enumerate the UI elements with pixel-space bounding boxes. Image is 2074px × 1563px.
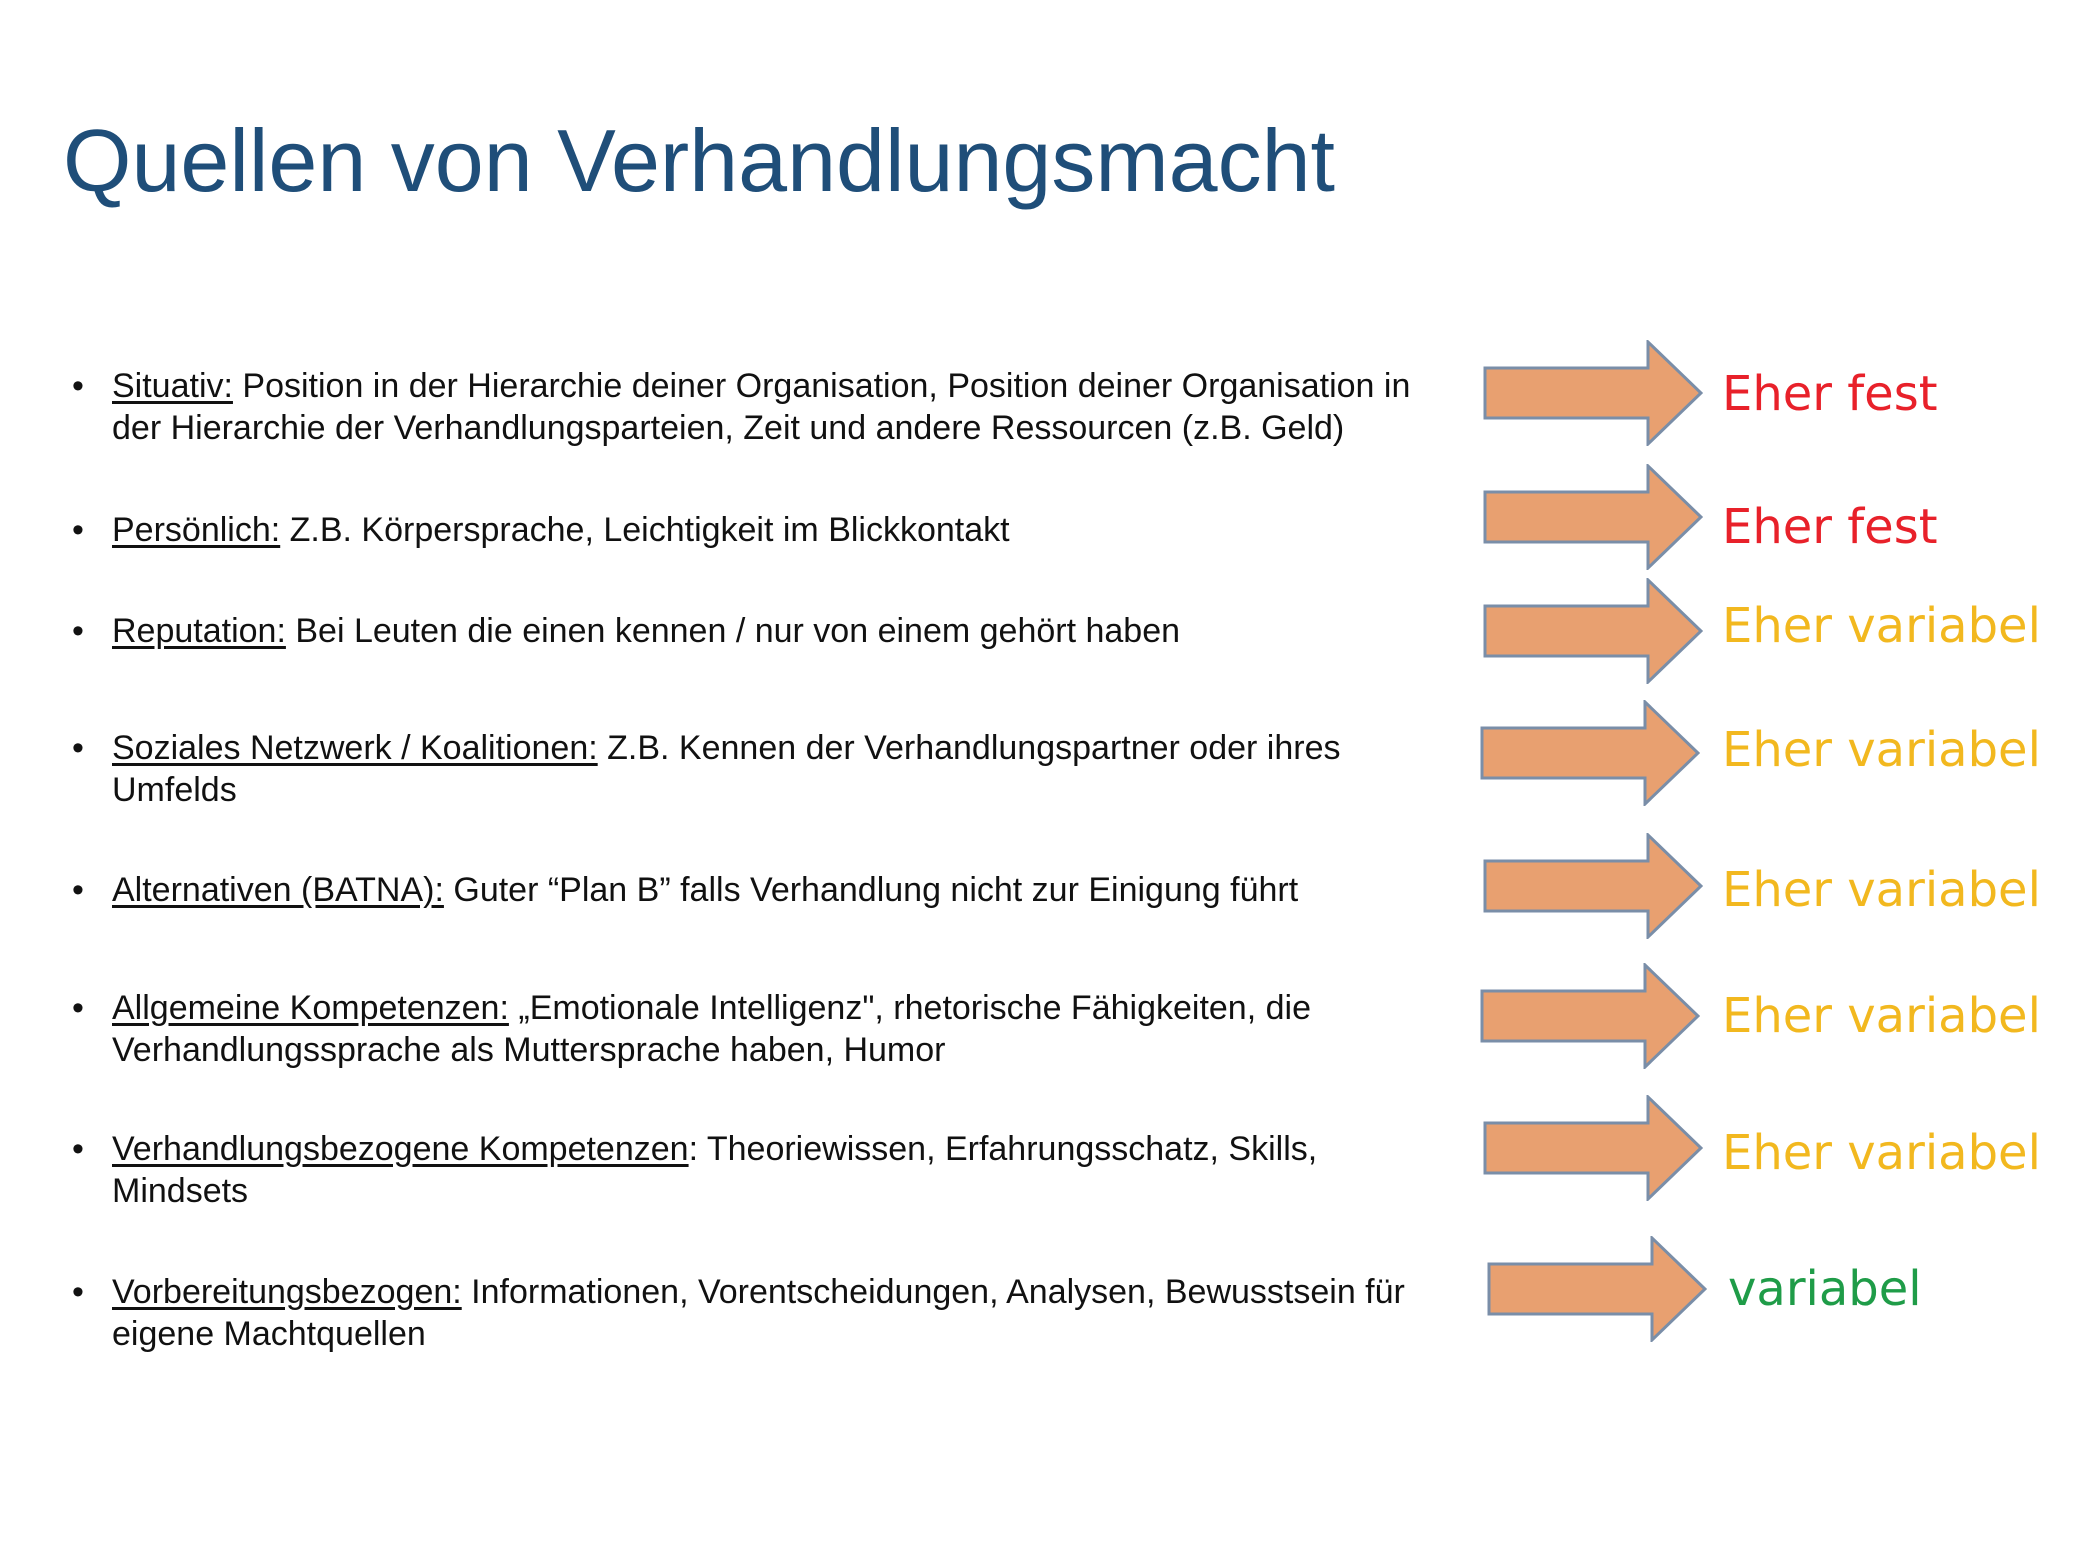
bullet-label: Soziales Netzwerk / Koalitionen: xyxy=(112,729,598,767)
bullet-item-soziales-netzwerk xyxy=(72,727,1452,811)
rating-label: variabel xyxy=(1728,1261,1922,1317)
rating-label: Eher variabel xyxy=(1722,988,2041,1044)
bullet-item-verhandlungsbezogene-kompetenzen xyxy=(72,1128,1452,1212)
rating-label: Eher variabel xyxy=(1722,1125,2041,1181)
bullet-label: Vorbereitungsbezogen: xyxy=(112,1273,462,1311)
bullet-dot: • xyxy=(72,729,84,767)
bullet-dot: • xyxy=(72,612,84,650)
bullet-dot: • xyxy=(72,367,84,405)
bullet-text: Z.B. Körpersprache, Leichtigkeit im Blickkontakt xyxy=(280,511,1010,549)
bullet-item-persoenlich xyxy=(72,509,1452,551)
right-arrow-icon xyxy=(1483,833,1703,939)
right-arrow-icon xyxy=(1480,700,1700,806)
rating-label: Eher variabel xyxy=(1722,862,2041,918)
bullet-item-vorbereitungsbezogen xyxy=(72,1271,1452,1355)
right-arrow-icon xyxy=(1480,963,1700,1069)
bullet-label: Alternativen (BATNA): xyxy=(112,871,444,909)
rating-label: Eher variabel xyxy=(1722,722,2041,778)
bullet-dot: • xyxy=(72,511,84,549)
bullet-item-reputation xyxy=(72,610,1452,652)
bullet-item-situativ xyxy=(72,365,1452,449)
bullet-label: Allgemeine Kompetenzen: xyxy=(112,989,509,1027)
bullet-label: Reputation: xyxy=(112,612,286,650)
right-arrow-icon xyxy=(1483,340,1703,446)
right-arrow-icon xyxy=(1487,1236,1707,1342)
bullet-text: : Theoriewissen, Erfahrungsschatz, Skills, Mindsets xyxy=(112,1130,1318,1210)
bullet-dot: • xyxy=(72,989,84,1027)
bullet-text: Z.B. Kennen der Verhandlungspartner oder ihres Umfelds xyxy=(112,729,1341,809)
bullet-dot: • xyxy=(72,1273,84,1311)
right-arrow-icon xyxy=(1483,464,1703,570)
rating-label: Eher variabel xyxy=(1722,598,2041,654)
bullet-text: Position in der Hierarchie deiner Organisation, Position deiner Organisation in der Hierarchie der Verhandlungsparteien, Zeit und andere Ressourcen (z.B. Geld) xyxy=(112,367,1411,447)
bullet-label: Persönlich: xyxy=(112,511,281,549)
bullet-text: Informationen, Vorentscheidungen, Analysen, Bewusstsein für eigene Machtquellen xyxy=(112,1273,1405,1353)
bullet-item-alternativen xyxy=(72,869,1452,911)
bullet-text: Guter “Plan B” falls Verhandlung nicht zur Einigung führt xyxy=(443,871,1299,909)
slide-title: Quellen von Verhandlungsmacht xyxy=(63,111,1335,210)
right-arrow-icon xyxy=(1483,578,1703,684)
bullet-text: „Emotionale Intelligenz", rhetorische Fähigkeiten, die Verhandlungssprache als Muttersprache haben, Humor xyxy=(112,989,1311,1069)
bullet-dot: • xyxy=(72,1130,84,1168)
rating-label: Eher fest xyxy=(1722,366,1938,422)
bullet-item-allgemeine-kompetenzen xyxy=(72,987,1452,1071)
right-arrow-icon xyxy=(1483,1095,1703,1201)
bullet-label: Situativ: xyxy=(112,367,233,405)
bullet-dot: • xyxy=(72,871,84,909)
bullet-label: Verhandlungsbezogene Kompetenzen xyxy=(112,1130,689,1168)
bullet-text: Bei Leuten die einen kennen / nur von einem gehört haben xyxy=(285,612,1181,650)
rating-label: Eher fest xyxy=(1722,499,1938,555)
